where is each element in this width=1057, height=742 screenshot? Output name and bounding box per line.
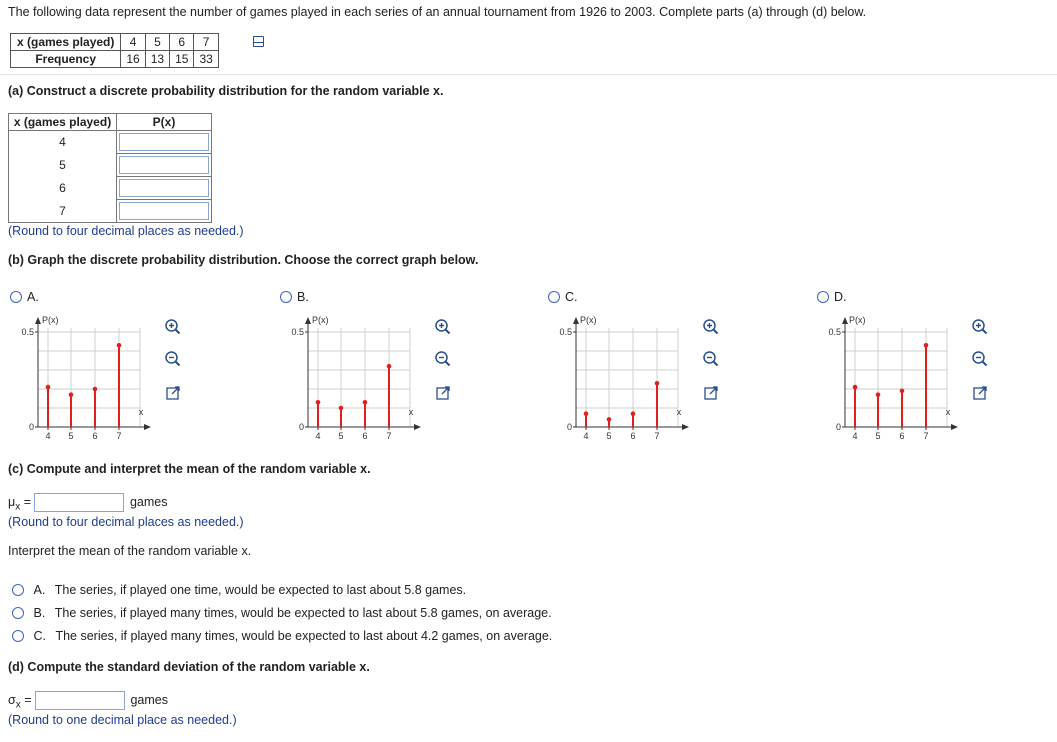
y-axis-arrow <box>305 317 311 324</box>
expand-icon[interactable] <box>970 383 990 403</box>
stem-point <box>876 392 881 397</box>
frequency-value: 16 <box>121 51 145 68</box>
px-input-6[interactable] <box>119 179 209 197</box>
graph-option-label: A. <box>27 290 39 304</box>
x-tick-label: 6 <box>362 431 368 441</box>
y-tick-label: 0.5 <box>828 327 841 337</box>
probability-table <box>8 113 212 223</box>
zoom-in-icon[interactable] <box>701 317 721 337</box>
sd-input[interactable] <box>35 691 125 710</box>
zoom-out-icon[interactable] <box>433 349 453 369</box>
sigma-subscript: x <box>15 699 21 711</box>
zoom-out-icon[interactable] <box>970 349 990 369</box>
mean-unit: games <box>129 494 168 509</box>
y-tick-label: 0 <box>566 422 572 432</box>
interpret-prompt: Interpret the mean of the random variable x. <box>8 544 252 558</box>
x-axis-arrow <box>414 424 421 430</box>
stem-point <box>363 400 368 405</box>
frequency-value: 13 <box>145 51 169 68</box>
part-d-round-note: (Round to one decimal place as needed.) <box>8 713 237 727</box>
x-tick-label: 6 <box>899 431 905 441</box>
divider <box>0 74 1057 75</box>
x-tick-label: 6 <box>630 431 636 441</box>
x-tick-label: 7 <box>923 431 929 441</box>
stem-point <box>853 385 858 390</box>
zoom-out-icon[interactable] <box>163 349 183 369</box>
y-axis-label: P(x) <box>312 315 329 325</box>
x-tick-label: 5 <box>606 431 612 441</box>
y-axis-arrow <box>35 317 41 324</box>
stem-point <box>339 406 344 411</box>
x-row-label: x (games played) <box>11 34 121 51</box>
graph-option <box>817 288 1007 448</box>
px-input-7[interactable] <box>119 202 209 220</box>
stem-point <box>117 343 122 348</box>
copy-data-icon[interactable] <box>253 36 264 47</box>
option-chart <box>280 288 440 448</box>
part-a-round-note: (Round to four decimal places as needed.) <box>8 224 244 238</box>
y-axis-label: P(x) <box>42 315 59 325</box>
x-tick-label: 4 <box>583 431 589 441</box>
sd-unit: games <box>130 692 169 707</box>
px-input-5[interactable] <box>119 156 209 174</box>
x-value: 5 <box>145 34 169 51</box>
mean-input[interactable] <box>34 493 124 512</box>
part-b-prompt: (b) Graph the discrete probability distribution. Choose the correct graph below. <box>8 253 479 267</box>
stem-point <box>93 387 98 392</box>
graph-option <box>10 288 200 448</box>
part-c-prompt: (c) Compute and interpret the mean of the random variable x. <box>8 462 371 476</box>
y-axis-label: P(x) <box>580 315 597 325</box>
x-tick-label: 4 <box>45 431 51 441</box>
x-tick-label: 4 <box>315 431 321 441</box>
y-axis-arrow <box>573 317 579 324</box>
x-value: 6 <box>170 34 194 51</box>
option-chart <box>548 288 708 448</box>
graph-option-label: C. <box>565 290 578 304</box>
choice-text: The series, if played many times, would be expected to last about 5.8 games, on average. <box>54 606 552 620</box>
col-x-header: x (games played) <box>9 114 117 131</box>
choice-letter: C. <box>33 629 46 643</box>
stem-point <box>900 389 905 394</box>
stem-point <box>387 364 392 369</box>
mean-answer-row <box>8 493 168 512</box>
option-chart <box>10 288 170 448</box>
y-tick-label: 0.5 <box>291 327 304 337</box>
radio-button[interactable] <box>12 584 24 596</box>
radio-button[interactable] <box>12 630 24 642</box>
equals-sign: = <box>23 494 31 509</box>
sd-answer-row <box>8 691 168 710</box>
y-tick-label: 0 <box>28 422 34 432</box>
x-cell: 5 <box>9 154 117 177</box>
mu-symbol: μ <box>8 494 16 509</box>
frequency-value: 15 <box>170 51 194 68</box>
x-cell: 7 <box>9 200 117 223</box>
interpret-choice-b[interactable] <box>12 606 552 620</box>
graph-option <box>280 288 470 448</box>
x-cell: 6 <box>9 177 117 200</box>
graph-option <box>548 288 738 448</box>
stem-point <box>316 400 321 405</box>
interpret-choice-a[interactable] <box>12 583 466 597</box>
x-tick-label: 7 <box>116 431 122 441</box>
x-axis-label: x <box>676 407 682 417</box>
x-axis-arrow <box>682 424 689 430</box>
radio-button[interactable] <box>12 607 24 619</box>
stem-point <box>655 381 660 386</box>
y-tick-label: 0.5 <box>559 327 572 337</box>
frequency-value: 33 <box>194 51 218 68</box>
y-tick-label: 0 <box>835 422 841 432</box>
col-px-header: P(x) <box>117 114 212 131</box>
part-c-round-note: (Round to four decimal places as needed.) <box>8 515 244 529</box>
y-tick-label: 0 <box>298 422 304 432</box>
mu-subscript: x <box>15 501 21 513</box>
x-axis-label: x <box>138 407 144 417</box>
x-value: 4 <box>121 34 145 51</box>
choice-text: The series, if played many times, would be expected to last about 4.2 games, on average. <box>55 629 553 643</box>
stem-point <box>46 385 51 390</box>
stem-point <box>631 411 636 416</box>
x-value: 7 <box>194 34 218 51</box>
zoom-out-icon[interactable] <box>701 349 721 369</box>
stem-point <box>69 392 74 397</box>
zoom-in-icon[interactable] <box>433 317 453 337</box>
x-axis-arrow <box>951 424 958 430</box>
part-d-prompt: (d) Compute the standard deviation of the random variable x. <box>8 660 370 674</box>
sigma-symbol: σ <box>8 692 16 707</box>
graph-option-label: D. <box>834 290 847 304</box>
x-tick-label: 5 <box>338 431 344 441</box>
x-tick-label: 6 <box>92 431 98 441</box>
frequency-table <box>10 33 219 68</box>
part-a-prompt: (a) Construct a discrete probability distribution for the random variable x. <box>8 84 444 98</box>
x-axis-label: x <box>408 407 414 417</box>
stem-point <box>607 417 612 422</box>
y-axis-label: P(x) <box>849 315 866 325</box>
intro-text: The following data represent the number of games played in each series of an annual tournament from 1926 to 2003. Complete parts (a) through (d) below. <box>8 5 867 19</box>
choice-letter: A. <box>33 583 46 597</box>
x-axis-label: x <box>945 407 951 417</box>
x-tick-label: 7 <box>386 431 392 441</box>
zoom-in-icon[interactable] <box>163 317 183 337</box>
graph-option-label: B. <box>297 290 309 304</box>
choice-text: The series, if played one time, would be expected to last about 5.8 games. <box>54 583 467 597</box>
interpret-choice-c[interactable] <box>12 629 552 643</box>
x-tick-label: 5 <box>68 431 74 441</box>
frequency-row-label: Frequency <box>11 51 121 68</box>
px-input-4[interactable] <box>119 133 209 151</box>
x-axis-arrow <box>144 424 151 430</box>
stem-point <box>584 411 589 416</box>
stem-point <box>924 343 929 348</box>
y-axis-arrow <box>842 317 848 324</box>
y-tick-label: 0.5 <box>21 327 34 337</box>
equals-sign: = <box>24 692 32 707</box>
x-tick-label: 5 <box>875 431 881 441</box>
expand-icon[interactable] <box>433 383 453 403</box>
x-tick-label: 7 <box>654 431 660 441</box>
option-chart <box>817 288 977 448</box>
expand-icon[interactable] <box>701 383 721 403</box>
zoom-in-icon[interactable] <box>970 317 990 337</box>
expand-icon[interactable] <box>163 383 183 403</box>
choice-letter: B. <box>33 606 46 620</box>
x-tick-label: 4 <box>852 431 858 441</box>
x-cell: 4 <box>9 131 117 154</box>
